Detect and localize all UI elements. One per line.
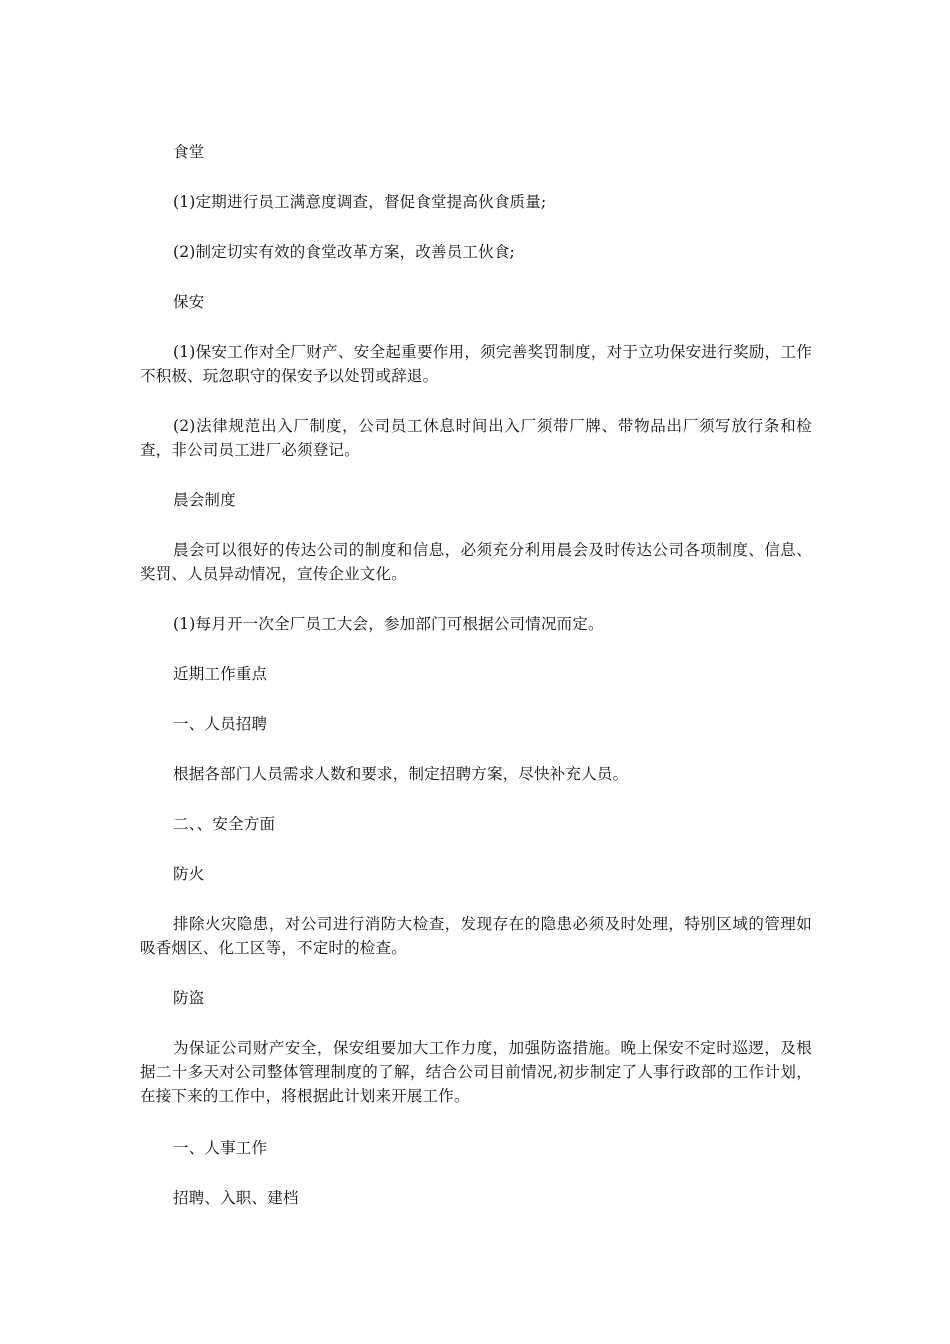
heading-theft-prevention: 防盗 [173,988,205,1007]
paragraph-recruitment: 根据各部门人员需求人数和要求，制定招聘方案，尽快补充人员。 [173,764,629,783]
heading-morning-meeting: 晨会制度 [173,490,236,509]
paragraph-canteen-1: (1)定期进行员工满意度调查，督促食堂提高伙食质量; [173,192,547,211]
heading-canteen: 食堂 [173,142,205,161]
paragraph-morning-meeting-1: (1)每月开一次全厂员工大会，参加部门可根据公司情况而定。 [173,614,604,633]
paragraph-fire-prevention: 排除火灾隐患，对公司进行消防大检查，发现存在的隐患必须及时处理，特别区域的管理如吸香烟区、化工区等，不定时的检查。 [140,914,812,957]
heading-fire-prevention: 防火 [173,864,205,883]
heading-safety: 二、、安全方面 [173,814,276,833]
paragraph-theft-prevention: 为保证公司财产安全，保安组要加大工作力度，加强防盗措施。晚上保安不定时巡逻，及根据二十多天对公司整体管理制度的了解，结合公司目前情况,初步制定了人事行政部的工作计划，在接下来的工作中，将根据此计划来开展工作。 [140,1038,812,1105]
heading-security: 保安 [173,292,205,311]
paragraph-morning-meeting: 晨会可以很好的传达公司的制度和信息，必须充分利用晨会及时传达公司各项制度、信息、奖罚、人员异动情况，宣传企业文化。 [140,540,812,583]
paragraph-hr-work: 招聘、入职、建档 [173,1188,299,1207]
heading-recruitment: 一、人员招聘 [173,714,268,733]
paragraph-security-2: (2)法律规范出入厂制度，公司员工休息时间出入厂须带厂牌、带物品出厂须写放行条和检查，非公司员工进厂必须登记。 [140,416,812,459]
heading-hr-work: 一、人事工作 [173,1138,268,1157]
paragraph-canteen-2: (2)制定切实有效的食堂改革方案，改善员工伙食; [173,242,515,261]
paragraph-security-1: (1)保安工作对全厂财产、安全起重要作用，须完善奖罚制度，对于立功保安进行奖励，工作不积极、玩忽职守的保安予以处罚或辞退。 [140,342,812,385]
heading-recent-focus: 近期工作重点 [173,664,268,683]
